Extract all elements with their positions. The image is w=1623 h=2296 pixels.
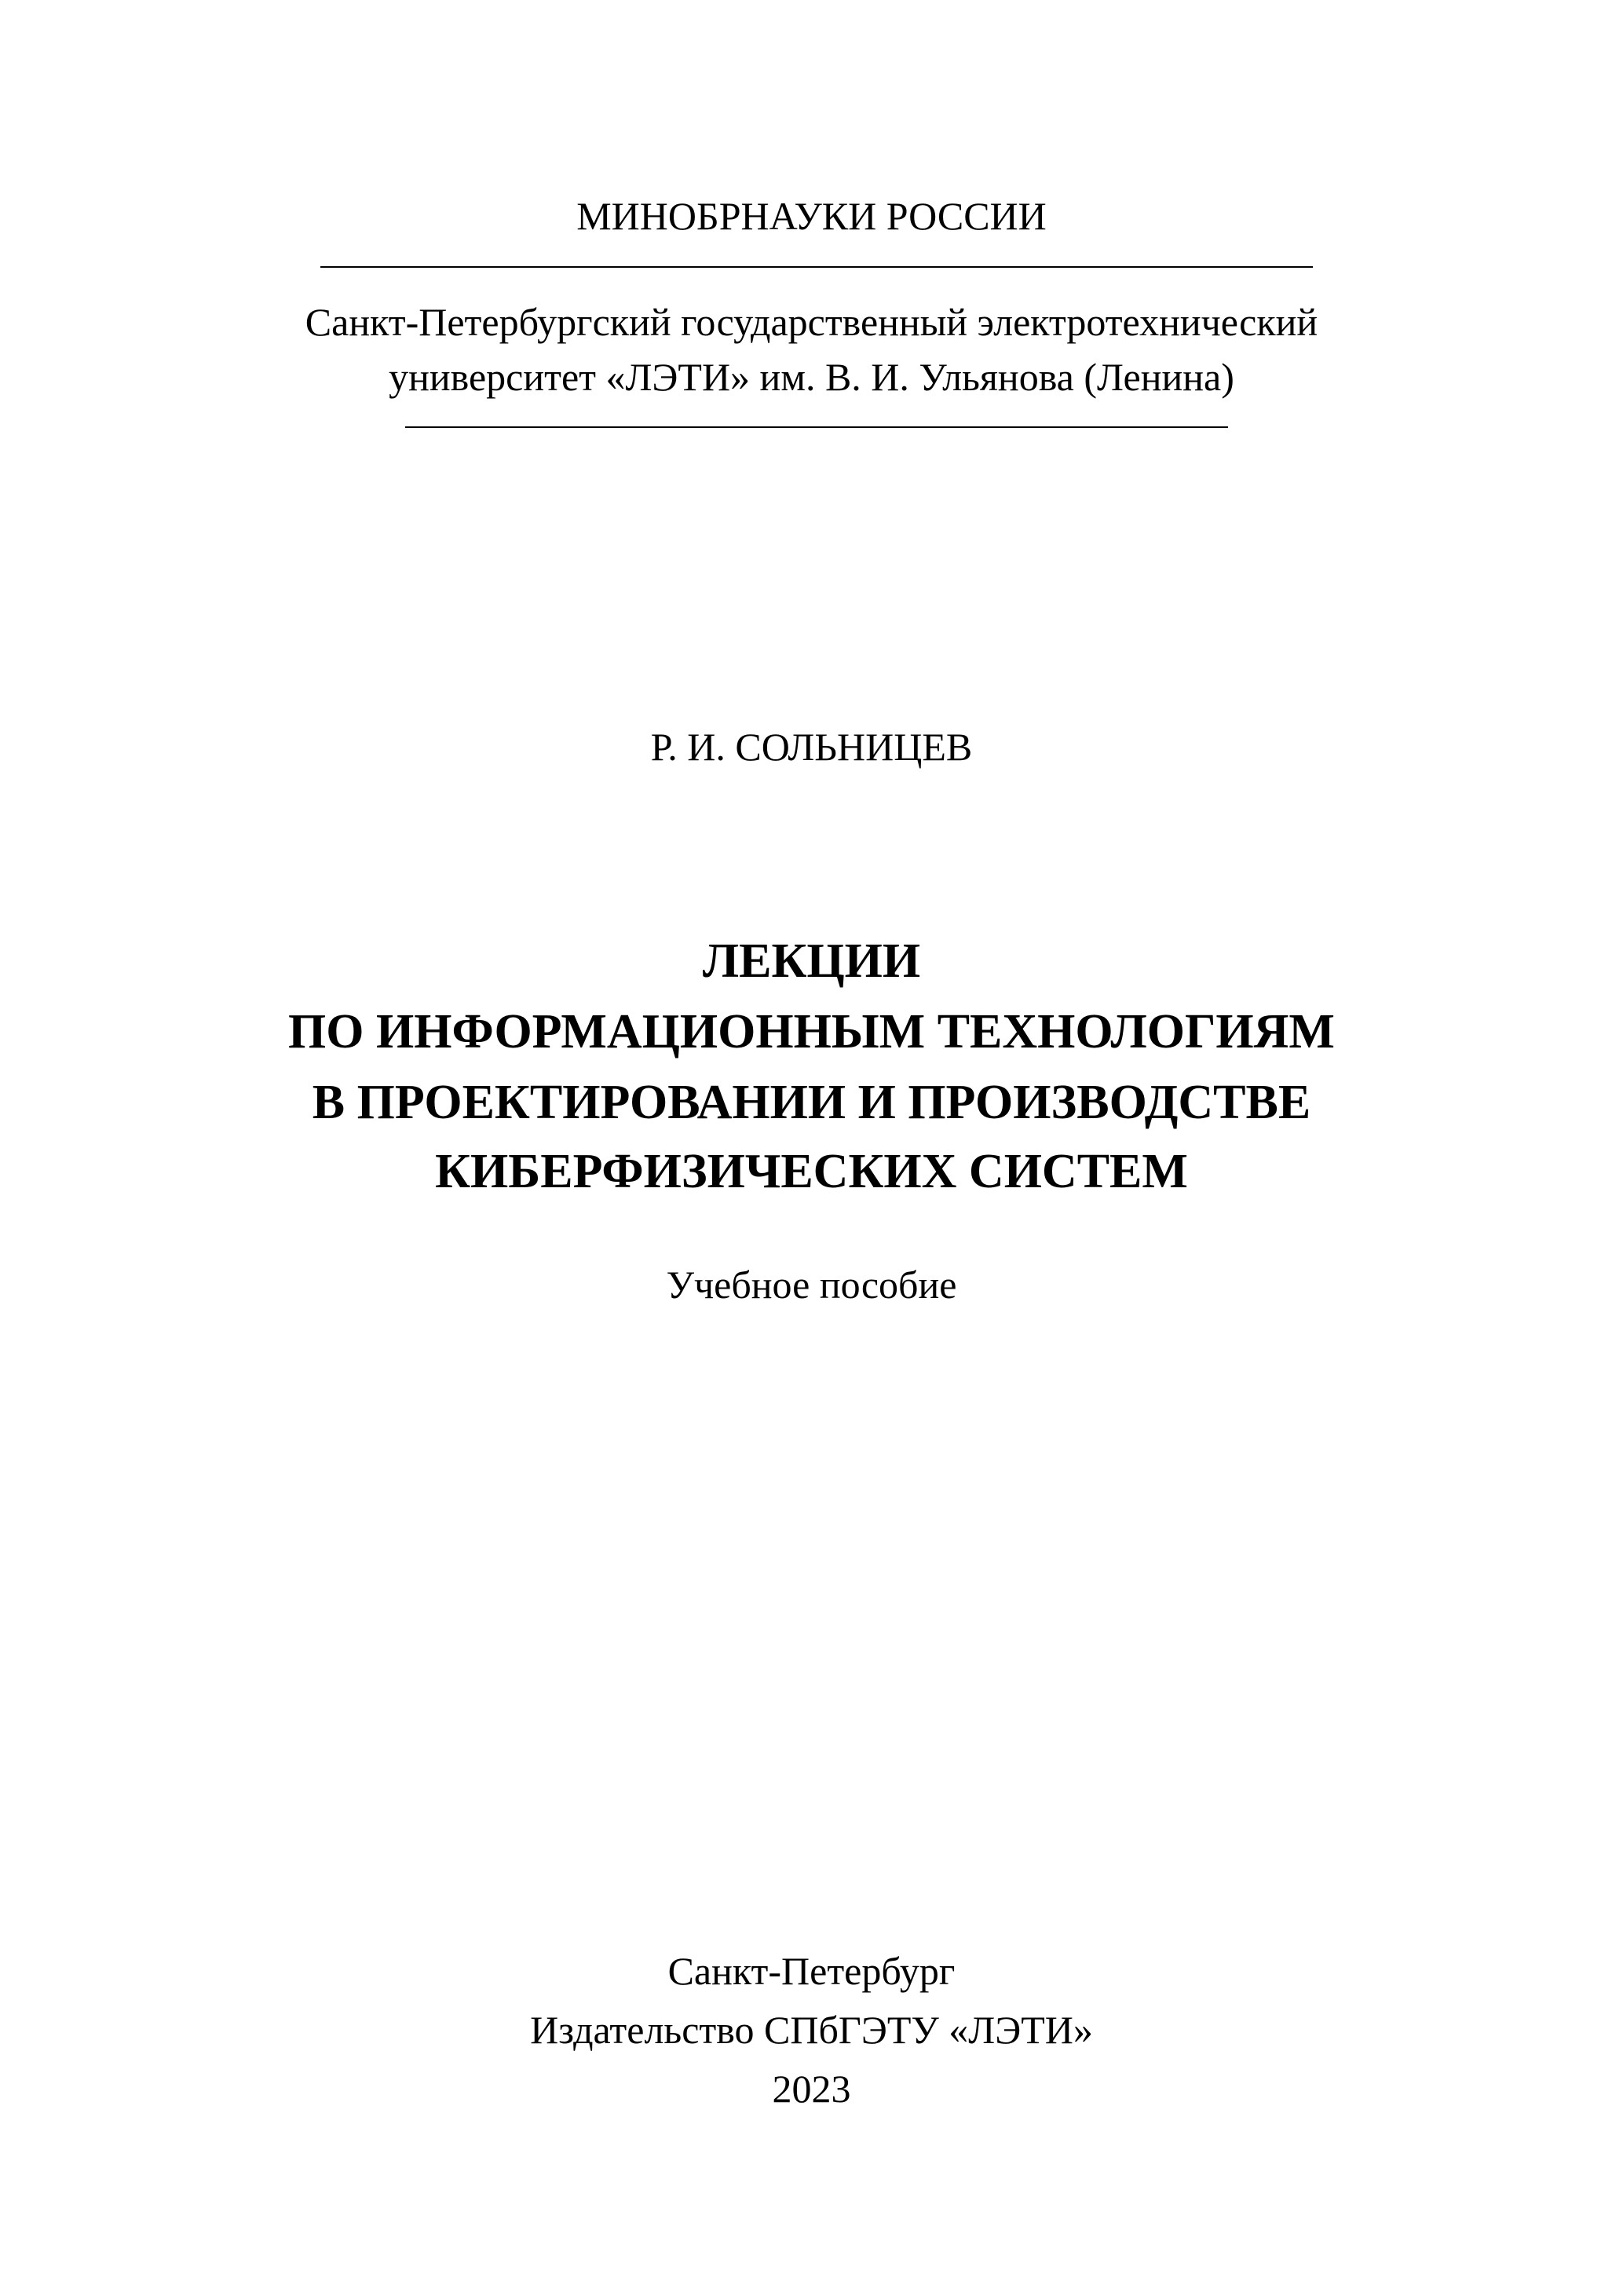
top-divider	[320, 266, 1313, 268]
book-title-line4: КИБЕРФИЗИЧЕСКИХ СИСТЕМ	[435, 1145, 1188, 1198]
imprint-year: 2023	[772, 2067, 851, 2111]
book-title-line3: В ПРОЕКТИРОВАНИИ И ПРОИЗВОДСТВЕ	[312, 1076, 1311, 1129]
book-title-line2: ПО ИНФОРМАЦИОННЫМ ТЕХНОЛОГИЯМ	[288, 1005, 1335, 1058]
university-name-line1: Санкт-Петербургский государственный электротехнический	[305, 300, 1318, 344]
book-title-line1: ЛЕКЦИИ	[702, 934, 921, 988]
university-name-line2: университет «ЛЭТИ» им. В. И. Ульянова (Ленина)	[389, 355, 1234, 399]
university-divider	[405, 426, 1228, 428]
ministry-heading: МИНОБРНАУКИ РОССИИ	[576, 194, 1047, 238]
imprint-publisher: Издательство СПбГЭТУ «ЛЭТИ»	[530, 2008, 1093, 2052]
book-subtitle: Учебное пособие	[666, 1263, 957, 1307]
imprint-city: Санкт-Петербург	[667, 1949, 956, 1993]
author-name: Р. И. СОЛЬНИЦЕВ	[650, 725, 973, 769]
